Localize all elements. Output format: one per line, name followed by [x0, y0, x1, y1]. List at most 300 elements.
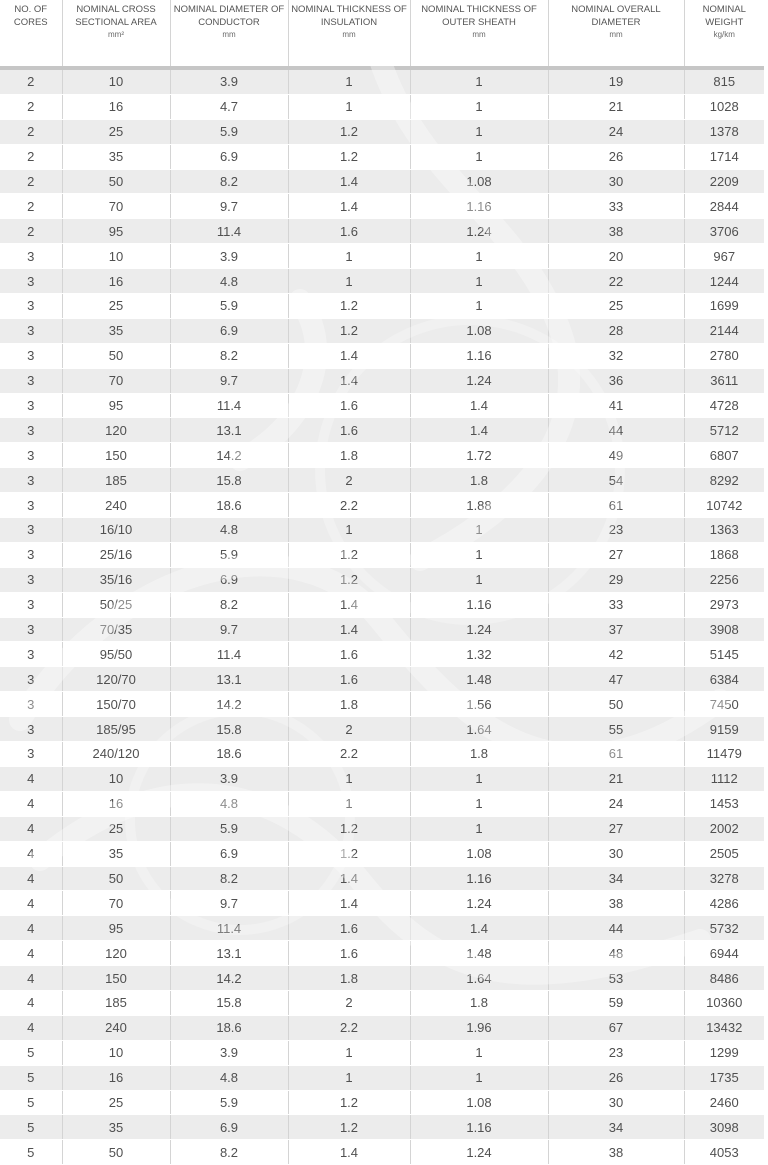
col-overall-diameter-cell: 53: [548, 966, 684, 991]
col-overall-diameter-cell: 61: [548, 742, 684, 767]
col-insulation-thickness-cell: 1: [288, 94, 410, 119]
col-overall-diameter-cell: 38: [548, 1140, 684, 1165]
col-insulation-thickness-cell: 1.8: [288, 692, 410, 717]
column-label: NOMINAL OVERALL DIAMETER: [571, 4, 661, 28]
col-sheath-thickness-cell: 1.48: [410, 941, 548, 966]
col-no-of-cores-cell: 5: [0, 1040, 62, 1065]
col-weight-cell: 3611: [684, 368, 764, 393]
col-overall-diameter-cell: 44: [548, 418, 684, 443]
col-no-of-cores-header: [0, 0, 62, 68]
column-label: NO. OF CORES: [13, 4, 48, 28]
col-overall-diameter-cell: 38: [548, 891, 684, 916]
col-conductor-diameter-cell: 3.9: [170, 244, 288, 269]
col-conductor-diameter-cell: 8.2: [170, 592, 288, 617]
col-weight-cell: 1868: [684, 542, 764, 567]
table-row: [0, 1015, 764, 1040]
col-no-of-cores-cell: 2: [0, 144, 62, 169]
col-sheath-thickness-cell: 1.64: [410, 966, 548, 991]
column-unit: mm: [222, 30, 236, 39]
col-overall-diameter-cell: 44: [548, 916, 684, 941]
col-insulation-thickness-cell: 1.6: [288, 916, 410, 941]
col-no-of-cores-cell: 3: [0, 592, 62, 617]
col-weight-cell: 8486: [684, 966, 764, 991]
col-cross-sectional-area-cell: 16: [62, 94, 170, 119]
col-conductor-diameter-cell: 6.9: [170, 318, 288, 343]
col-cross-sectional-area-cell: 150: [62, 443, 170, 468]
col-weight-cell: 4053: [684, 1140, 764, 1165]
col-insulation-thickness-cell: 1.4: [288, 194, 410, 219]
col-cross-sectional-area-cell: 120: [62, 941, 170, 966]
col-sheath-thickness-cell: 1: [410, 144, 548, 169]
col-sheath-thickness-cell: 1.88: [410, 493, 548, 518]
col-no-of-cores-cell: 3: [0, 294, 62, 319]
col-sheath-thickness-cell: 1: [410, 542, 548, 567]
col-no-of-cores-cell: 5: [0, 1115, 62, 1140]
col-sheath-thickness-cell: 1: [410, 816, 548, 841]
col-sheath-thickness-cell: 1: [410, 567, 548, 592]
header-row: [0, 0, 764, 68]
col-insulation-thickness-cell: 2.2: [288, 493, 410, 518]
table-row: [0, 1115, 764, 1140]
col-cross-sectional-area-cell: 185: [62, 468, 170, 493]
col-conductor-diameter-cell: 14.2: [170, 966, 288, 991]
col-cross-sectional-area-cell: 50/25: [62, 592, 170, 617]
col-conductor-diameter-cell: 13.1: [170, 941, 288, 966]
table-row: [0, 393, 764, 418]
col-sheath-thickness-cell: 1.8: [410, 468, 548, 493]
col-sheath-thickness-cell: 1.24: [410, 617, 548, 642]
col-no-of-cores-cell: 5: [0, 1065, 62, 1090]
col-cross-sectional-area-cell: 70: [62, 194, 170, 219]
table-row: [0, 194, 764, 219]
col-cross-sectional-area-cell: 120: [62, 418, 170, 443]
column-label: NOMINAL THICKNESS OF OUTER SHEATH: [421, 4, 537, 28]
col-insulation-thickness-cell: 1.2: [288, 144, 410, 169]
col-weight-cell: 4286: [684, 891, 764, 916]
col-cross-sectional-area-cell: 240: [62, 1015, 170, 1040]
col-insulation-thickness-cell: 1.4: [288, 617, 410, 642]
table-row: [0, 717, 764, 742]
col-insulation-thickness-cell: 1.6: [288, 642, 410, 667]
col-sheath-thickness-cell: 1.08: [410, 1090, 548, 1115]
col-weight-cell: 2844: [684, 194, 764, 219]
col-sheath-thickness-cell: 1.8: [410, 742, 548, 767]
col-sheath-thickness-cell: 1.16: [410, 592, 548, 617]
table-row: [0, 941, 764, 966]
col-conductor-diameter-cell: 6.9: [170, 144, 288, 169]
col-overall-diameter-cell: 23: [548, 518, 684, 543]
col-sheath-thickness-cell: 1.24: [410, 219, 548, 244]
col-no-of-cores-cell: 3: [0, 642, 62, 667]
table-row: [0, 866, 764, 891]
col-overall-diameter-cell: 27: [548, 542, 684, 567]
col-cross-sectional-area-cell: 50: [62, 343, 170, 368]
col-conductor-diameter-cell: 18.6: [170, 1015, 288, 1040]
col-overall-diameter-cell: 61: [548, 493, 684, 518]
col-insulation-thickness-cell: 1.6: [288, 393, 410, 418]
table-row: [0, 667, 764, 692]
col-conductor-diameter-cell: 15.8: [170, 717, 288, 742]
col-conductor-diameter-cell: 5.9: [170, 294, 288, 319]
col-no-of-cores-cell: 2: [0, 194, 62, 219]
table-row: [0, 990, 764, 1015]
table-row: [0, 269, 764, 294]
col-conductor-diameter-cell: 14.2: [170, 443, 288, 468]
col-conductor-diameter-cell: 5.9: [170, 1090, 288, 1115]
col-no-of-cores-cell: 4: [0, 841, 62, 866]
col-weight-cell: 4728: [684, 393, 764, 418]
col-overall-diameter-cell: 24: [548, 119, 684, 144]
table-row: [0, 617, 764, 642]
col-overall-diameter-cell: 23: [548, 1040, 684, 1065]
col-overall-diameter-cell: 42: [548, 642, 684, 667]
col-no-of-cores-cell: 3: [0, 368, 62, 393]
table-row: [0, 592, 764, 617]
col-overall-diameter-cell: 34: [548, 1115, 684, 1140]
col-weight-cell: 1028: [684, 94, 764, 119]
col-insulation-thickness-cell: 1.8: [288, 966, 410, 991]
col-cross-sectional-area-cell: 50: [62, 169, 170, 194]
col-overall-diameter-cell: 54: [548, 468, 684, 493]
col-cross-sectional-area-cell: 120/70: [62, 667, 170, 692]
col-insulation-thickness-cell: 1.2: [288, 841, 410, 866]
col-insulation-thickness-cell: 1.2: [288, 119, 410, 144]
table-row: [0, 493, 764, 518]
col-sheath-thickness-cell: 1.4: [410, 916, 548, 941]
col-weight-cell: 2505: [684, 841, 764, 866]
col-conductor-diameter-cell: 4.7: [170, 94, 288, 119]
col-cross-sectional-area-cell: 35: [62, 1115, 170, 1140]
col-cross-sectional-area-cell: 10: [62, 244, 170, 269]
col-no-of-cores-cell: 3: [0, 468, 62, 493]
col-sheath-thickness-cell: 1.64: [410, 717, 548, 742]
col-overall-diameter-cell: 21: [548, 94, 684, 119]
table-header: [0, 0, 764, 68]
col-overall-diameter-cell: 25: [548, 294, 684, 319]
col-overall-diameter-cell: 33: [548, 592, 684, 617]
table-row: [0, 144, 764, 169]
col-sheath-thickness-cell: 1.16: [410, 866, 548, 891]
col-weight-cell: 2460: [684, 1090, 764, 1115]
col-insulation-thickness-cell: 1.2: [288, 1090, 410, 1115]
col-weight-cell: 1453: [684, 791, 764, 816]
col-insulation-thickness-cell: 1.6: [288, 418, 410, 443]
col-no-of-cores-cell: 3: [0, 567, 62, 592]
col-insulation-thickness-cell: 1.2: [288, 542, 410, 567]
col-insulation-thickness-cell: 1: [288, 766, 410, 791]
col-conductor-diameter-cell: 13.1: [170, 667, 288, 692]
col-sheath-thickness-cell: 1.4: [410, 393, 548, 418]
column-unit: mm: [472, 30, 486, 39]
col-no-of-cores-cell: 3: [0, 617, 62, 642]
col-sheath-thickness-cell: 1.08: [410, 169, 548, 194]
col-overall-diameter-cell: 29: [548, 567, 684, 592]
col-insulation-thickness-cell: 1.2: [288, 816, 410, 841]
col-sheath-thickness-cell: 1: [410, 518, 548, 543]
col-conductor-diameter-cell: 5.9: [170, 119, 288, 144]
col-insulation-thickness-cell: 1: [288, 1065, 410, 1090]
col-weight-cell: 1244: [684, 269, 764, 294]
col-no-of-cores-cell: 3: [0, 318, 62, 343]
table-row: [0, 468, 764, 493]
col-weight-cell: 5145: [684, 642, 764, 667]
col-cross-sectional-area-cell: 185: [62, 990, 170, 1015]
col-insulation-thickness-cell: 1: [288, 791, 410, 816]
col-weight-cell: 7450: [684, 692, 764, 717]
col-no-of-cores-cell: 4: [0, 866, 62, 891]
col-sheath-thickness-header: [410, 0, 548, 68]
table-row: [0, 418, 764, 443]
col-no-of-cores-cell: 3: [0, 542, 62, 567]
col-insulation-thickness-header: [288, 0, 410, 68]
col-insulation-thickness-cell: 1.4: [288, 343, 410, 368]
col-conductor-diameter-cell: 15.8: [170, 468, 288, 493]
col-no-of-cores-cell: 3: [0, 742, 62, 767]
col-insulation-thickness-cell: 1.4: [288, 368, 410, 393]
table-row: [0, 219, 764, 244]
col-conductor-diameter-cell: 8.2: [170, 343, 288, 368]
col-cross-sectional-area-cell: 240/120: [62, 742, 170, 767]
col-insulation-thickness-cell: 2: [288, 990, 410, 1015]
col-no-of-cores-cell: 2: [0, 68, 62, 94]
col-sheath-thickness-cell: 1: [410, 269, 548, 294]
table-row: [0, 816, 764, 841]
col-insulation-thickness-cell: 1.2: [288, 1115, 410, 1140]
col-conductor-diameter-cell: 5.9: [170, 816, 288, 841]
col-weight-cell: 1699: [684, 294, 764, 319]
col-weight-cell: 2144: [684, 318, 764, 343]
col-no-of-cores-cell: 4: [0, 816, 62, 841]
col-weight-cell: 11479: [684, 742, 764, 767]
column-label: NOMINAL THICKNESS OF INSULATION: [291, 4, 407, 28]
col-conductor-diameter-cell: 4.8: [170, 269, 288, 294]
col-overall-diameter-cell: 47: [548, 667, 684, 692]
col-weight-cell: 2973: [684, 592, 764, 617]
col-sheath-thickness-cell: 1.24: [410, 1140, 548, 1165]
col-sheath-thickness-cell: 1.16: [410, 343, 548, 368]
col-conductor-diameter-cell: 11.4: [170, 393, 288, 418]
col-conductor-diameter-cell: 3.9: [170, 68, 288, 94]
col-overall-diameter-cell: 50: [548, 692, 684, 717]
table-row: [0, 318, 764, 343]
col-insulation-thickness-cell: 2: [288, 717, 410, 742]
col-insulation-thickness-cell: 2.2: [288, 742, 410, 767]
col-conductor-diameter-cell: 18.6: [170, 493, 288, 518]
col-overall-diameter-cell: 33: [548, 194, 684, 219]
col-insulation-thickness-cell: 1.8: [288, 443, 410, 468]
table-row: [0, 1065, 764, 1090]
table-row: [0, 542, 764, 567]
col-weight-cell: 3278: [684, 866, 764, 891]
col-sheath-thickness-cell: 1: [410, 68, 548, 94]
col-weight-cell: 10360: [684, 990, 764, 1015]
col-cross-sectional-area-cell: 25: [62, 119, 170, 144]
col-weight-cell: 1112: [684, 766, 764, 791]
col-insulation-thickness-cell: 1.2: [288, 294, 410, 319]
col-insulation-thickness-cell: 1.6: [288, 941, 410, 966]
col-no-of-cores-cell: 4: [0, 1015, 62, 1040]
col-overall-diameter-cell: 24: [548, 791, 684, 816]
col-cross-sectional-area-cell: 70: [62, 891, 170, 916]
col-insulation-thickness-cell: 1.4: [288, 1140, 410, 1165]
col-cross-sectional-area-cell: 16: [62, 269, 170, 294]
col-weight-cell: 815: [684, 68, 764, 94]
table-row: [0, 518, 764, 543]
col-no-of-cores-cell: 3: [0, 343, 62, 368]
col-cross-sectional-area-cell: 95: [62, 219, 170, 244]
col-sheath-thickness-cell: 1: [410, 1065, 548, 1090]
col-sheath-thickness-cell: 1.48: [410, 667, 548, 692]
col-overall-diameter-cell: 22: [548, 269, 684, 294]
col-overall-diameter-cell: 49: [548, 443, 684, 468]
col-weight-cell: 1378: [684, 119, 764, 144]
col-sheath-thickness-cell: 1.08: [410, 318, 548, 343]
col-conductor-diameter-cell: 8.2: [170, 1140, 288, 1165]
col-overall-diameter-cell: 34: [548, 866, 684, 891]
column-unit: mm: [609, 30, 623, 39]
col-overall-diameter-cell: 67: [548, 1015, 684, 1040]
table-row: [0, 642, 764, 667]
col-no-of-cores-cell: 3: [0, 244, 62, 269]
col-sheath-thickness-cell: 1.24: [410, 891, 548, 916]
col-conductor-diameter-cell: 15.8: [170, 990, 288, 1015]
col-insulation-thickness-cell: 1.4: [288, 592, 410, 617]
col-overall-diameter-cell: 36: [548, 368, 684, 393]
col-conductor-diameter-cell: 11.4: [170, 219, 288, 244]
col-conductor-diameter-header: [170, 0, 288, 68]
col-sheath-thickness-cell: 1: [410, 119, 548, 144]
col-sheath-thickness-cell: 1: [410, 766, 548, 791]
col-no-of-cores-cell: 3: [0, 493, 62, 518]
col-weight-cell: 1735: [684, 1065, 764, 1090]
col-no-of-cores-cell: 3: [0, 667, 62, 692]
col-insulation-thickness-cell: 1.4: [288, 169, 410, 194]
col-overall-diameter-cell: 41: [548, 393, 684, 418]
col-weight-cell: 6807: [684, 443, 764, 468]
col-conductor-diameter-cell: 4.8: [170, 518, 288, 543]
table-row: [0, 119, 764, 144]
col-overall-diameter-cell: 30: [548, 1090, 684, 1115]
table-row: [0, 1040, 764, 1065]
col-insulation-thickness-cell: 1: [288, 68, 410, 94]
col-insulation-thickness-cell: 1: [288, 269, 410, 294]
col-cross-sectional-area-cell: 25: [62, 1090, 170, 1115]
col-overall-diameter-cell: 48: [548, 941, 684, 966]
col-no-of-cores-cell: 4: [0, 916, 62, 941]
table-row: [0, 766, 764, 791]
col-cross-sectional-area-cell: 35: [62, 318, 170, 343]
table-row: [0, 841, 764, 866]
col-overall-diameter-cell: 21: [548, 766, 684, 791]
col-weight-cell: 1299: [684, 1040, 764, 1065]
col-cross-sectional-area-cell: 50: [62, 866, 170, 891]
col-cross-sectional-area-cell: 10: [62, 766, 170, 791]
column-label: NOMINAL WEIGHT: [702, 4, 746, 28]
col-cross-sectional-area-cell: 240: [62, 493, 170, 518]
col-cross-sectional-area-cell: 10: [62, 68, 170, 94]
col-insulation-thickness-cell: 1.2: [288, 318, 410, 343]
col-weight-cell: 2002: [684, 816, 764, 841]
col-no-of-cores-cell: 2: [0, 169, 62, 194]
col-conductor-diameter-cell: 13.1: [170, 418, 288, 443]
table-row: [0, 916, 764, 941]
col-sheath-thickness-cell: 1: [410, 94, 548, 119]
col-overall-diameter-cell: 55: [548, 717, 684, 742]
col-cross-sectional-area-cell: 185/95: [62, 717, 170, 742]
col-sheath-thickness-cell: 1.24: [410, 368, 548, 393]
col-sheath-thickness-cell: 1: [410, 244, 548, 269]
col-conductor-diameter-cell: 9.7: [170, 891, 288, 916]
col-overall-diameter-cell: 30: [548, 841, 684, 866]
col-cross-sectional-area-cell: 35: [62, 144, 170, 169]
col-sheath-thickness-cell: 1.16: [410, 1115, 548, 1140]
col-weight-cell: 2209: [684, 169, 764, 194]
col-sheath-thickness-cell: 1: [410, 1040, 548, 1065]
col-no-of-cores-cell: 2: [0, 119, 62, 144]
col-insulation-thickness-cell: 1.6: [288, 667, 410, 692]
col-weight-cell: 1363: [684, 518, 764, 543]
col-no-of-cores-cell: 3: [0, 269, 62, 294]
col-overall-diameter-cell: 26: [548, 1065, 684, 1090]
col-sheath-thickness-cell: 1.08: [410, 841, 548, 866]
col-insulation-thickness-cell: 1.6: [288, 219, 410, 244]
col-conductor-diameter-cell: 18.6: [170, 742, 288, 767]
col-conductor-diameter-cell: 11.4: [170, 642, 288, 667]
col-conductor-diameter-cell: 8.2: [170, 169, 288, 194]
col-overall-diameter-cell: 19: [548, 68, 684, 94]
col-cross-sectional-area-cell: 50: [62, 1140, 170, 1165]
table-row: [0, 368, 764, 393]
table-row: [0, 68, 764, 94]
col-weight-cell: 3908: [684, 617, 764, 642]
col-sheath-thickness-cell: 1.72: [410, 443, 548, 468]
col-weight-cell: 6384: [684, 667, 764, 692]
col-overall-diameter-cell: 27: [548, 816, 684, 841]
col-weight-cell: 2256: [684, 567, 764, 592]
col-weight-cell: 9159: [684, 717, 764, 742]
col-cross-sectional-area-cell: 25: [62, 294, 170, 319]
col-no-of-cores-cell: 3: [0, 443, 62, 468]
col-overall-diameter-cell: 37: [548, 617, 684, 642]
col-insulation-thickness-cell: 2: [288, 468, 410, 493]
table-row: [0, 742, 764, 767]
column-label: NOMINAL CROSS SECTIONAL AREA: [75, 4, 157, 28]
col-weight-cell: 2780: [684, 343, 764, 368]
table-row: [0, 294, 764, 319]
col-no-of-cores-cell: 4: [0, 990, 62, 1015]
col-cross-sectional-area-cell: 35/16: [62, 567, 170, 592]
col-cross-sectional-area-cell: 25: [62, 816, 170, 841]
col-insulation-thickness-cell: 1: [288, 244, 410, 269]
col-no-of-cores-cell: 3: [0, 393, 62, 418]
table-row: [0, 791, 764, 816]
col-insulation-thickness-cell: 1.4: [288, 866, 410, 891]
col-weight-cell: 6944: [684, 941, 764, 966]
col-overall-diameter-cell: 59: [548, 990, 684, 1015]
col-weight-cell: 3706: [684, 219, 764, 244]
col-cross-sectional-area-cell: 16: [62, 791, 170, 816]
col-sheath-thickness-cell: 1.4: [410, 418, 548, 443]
col-conductor-diameter-cell: 9.7: [170, 368, 288, 393]
col-weight-cell: 13432: [684, 1015, 764, 1040]
col-conductor-diameter-cell: 6.9: [170, 567, 288, 592]
col-overall-diameter-cell: 30: [548, 169, 684, 194]
col-insulation-thickness-cell: 1: [288, 518, 410, 543]
col-cross-sectional-area-cell: 10: [62, 1040, 170, 1065]
col-no-of-cores-cell: 4: [0, 791, 62, 816]
col-weight-cell: 967: [684, 244, 764, 269]
table-row: [0, 567, 764, 592]
